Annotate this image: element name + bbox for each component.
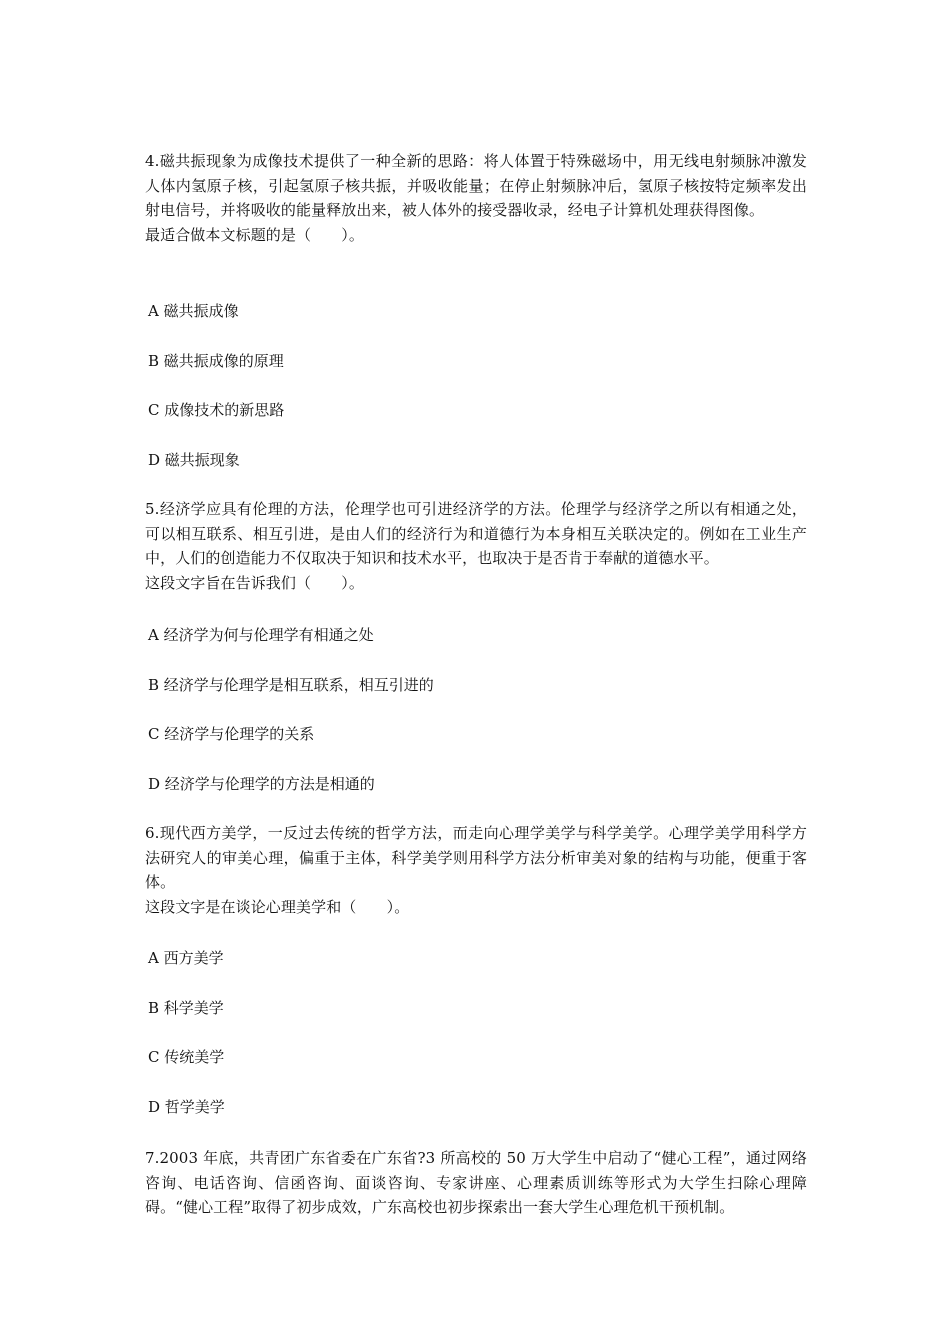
question-5-text: 5.经济学应具有伦理的方法，伦理学也可引进经济学的方法。伦理学与经济学之所以有相通之处，可以相互联系、相互引进，是由人们的经济行为和道德行为本身相互关联决定的。例如在工业生产中，人们的创造能力不仅取决于知识和技术水平，也取决于是否肯于奉献的道德水平。 <box>145 500 807 567</box>
question-7-text: 7.2003 年底，共青团广东省委在广东省?3 所高校的 50 万大学生中启动了“健心工程”，通过网络咨询、电话咨询、信函咨询、面谈咨询、专家讲座、心理素质训练等形式为大学生扫除心理障碍。“健心工程”取得了初步成效，广东高校也初步探索出一套大学生心理危机干预机制。 <box>145 1149 807 1216</box>
question-6-option-c[interactable]: C 传统美学 <box>148 1048 225 1066</box>
question-4-option-d[interactable]: D 磁共振现象 <box>148 451 240 469</box>
question-5-option-c[interactable]: C 经济学与伦理学的关系 <box>148 725 315 743</box>
question-4-stem <box>145 149 807 247</box>
question-4-option-a[interactable]: A 磁共振成像 <box>148 302 239 320</box>
question-6-prompt: 这段文字是在谈论心理美学和（ ）。 <box>145 897 410 916</box>
question-6-option-b[interactable]: B 科学美学 <box>148 999 224 1017</box>
question-4-option-c[interactable]: C 成像技术的新思路 <box>148 401 285 419</box>
question-5-prompt: 这段文字旨在告诉我们（ ）。 <box>145 573 365 592</box>
question-5-option-b[interactable]: B 经济学与伦理学是相互联系，相互引进的 <box>148 676 434 694</box>
question-7-stem <box>145 1146 807 1220</box>
question-4-text: 4.磁共振现象为成像技术提供了一种全新的思路：将人体置于特殊磁场中，用无线电射频脉冲激发人体内氢原子核，引起氢原子核共振，并吸收能量；在停止射频脉冲后，氢原子核按特定频率发出射电信号，并将吸收的能量释放出来，被人体外的接受器收录，经电子计算机处理获得图像。 <box>145 152 807 219</box>
question-5-option-a[interactable]: A 经济学为何与伦理学有相通之处 <box>148 626 374 644</box>
question-4-prompt: 最适合做本文标题的是（ ）。 <box>145 225 365 244</box>
question-4-option-b[interactable]: B 磁共振成像的原理 <box>148 352 284 370</box>
question-6-option-a[interactable]: A 西方美学 <box>148 949 224 967</box>
question-6-option-d[interactable]: D 哲学美学 <box>148 1098 225 1116</box>
question-5-option-d[interactable]: D 经济学与伦理学的方法是相通的 <box>148 775 375 793</box>
question-5-stem <box>145 497 807 595</box>
question-6-stem <box>145 821 807 919</box>
question-6-text: 6.现代西方美学，一反过去传统的哲学方法，而走向心理学美学与科学美学。心理学美学用科学方法研究人的审美心理，偏重于主体，科学美学则用科学方法分析审美对象的结构与功能，便重于客体。 <box>145 824 807 891</box>
